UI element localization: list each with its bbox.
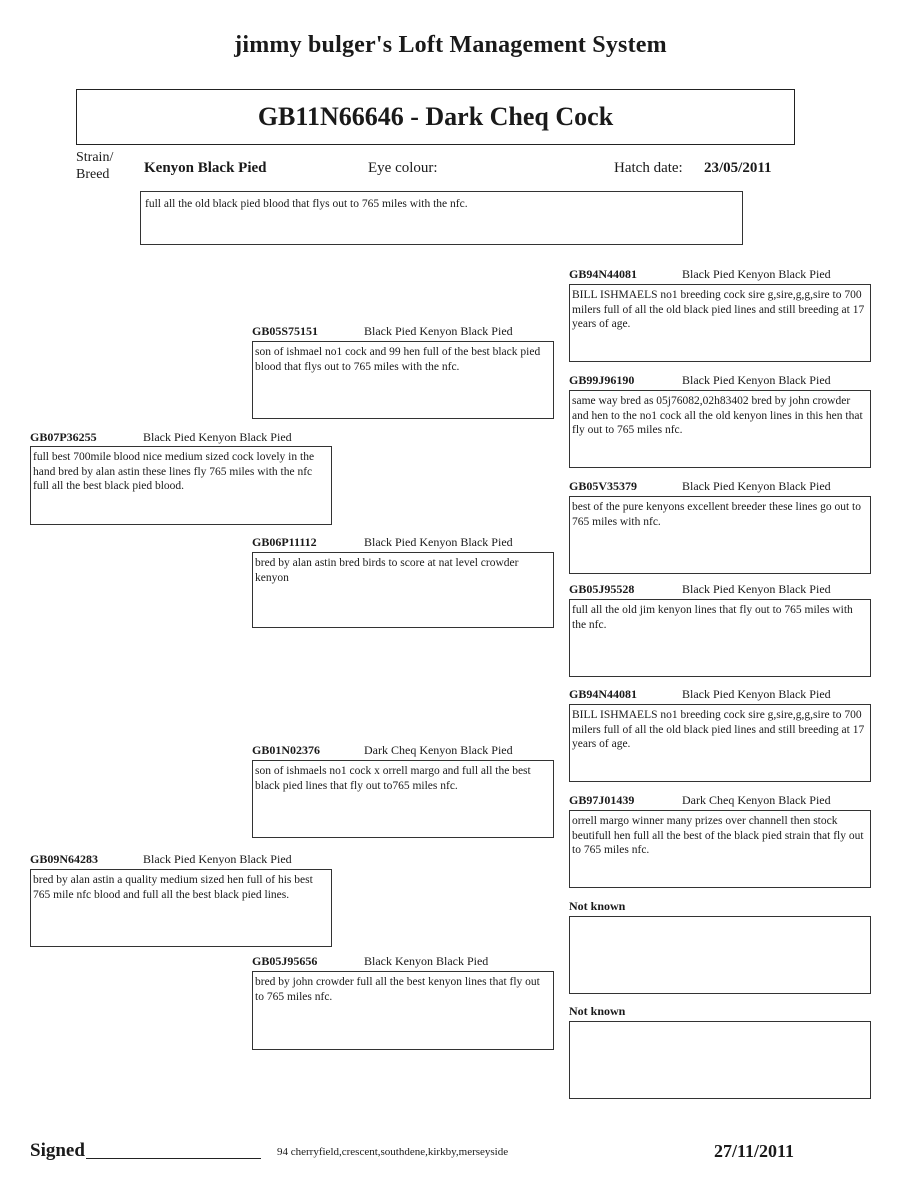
strain-value: Kenyon Black Pied [144,160,267,176]
sire-sire-notes: son of ishmael no1 cock and 99 hen full of the best black pied blood that flys out to 765 miles with the nfc. [252,341,554,419]
signature-line [86,1158,261,1159]
hatch-date-label: Hatch date: [614,160,683,176]
strain-label: Strain/ Breed [76,150,114,182]
signed-label: Signed [30,1140,85,1161]
sire-dam-ring: GB06P11112 [252,535,317,549]
ggp-6-ring: GB97J01439 [569,793,635,807]
bird-title: GB11N66646 - Dark Cheq Cock [257,102,614,131]
bird-description: full all the old black pied blood that flys out to 765 miles with the nfc. [140,191,743,245]
ggp-7-ring: Not known [569,899,626,913]
ggp-1-strain: Black Pied Kenyon Black Pied [682,267,831,281]
system-title: jimmy bulger's Loft Management System [234,32,667,58]
ggp-3-ring: GB05V35379 [569,479,638,493]
ggp-1-ring: GB94N44081 [569,267,638,281]
ggp-3-strain: Black Pied Kenyon Black Pied [682,479,831,493]
ggp-5-strain: Black Pied Kenyon Black Pied [682,687,831,701]
sire-ring: GB07P36255 [30,430,97,444]
ggp-2-notes: same way bred as 05j76082,02h83402 bred by john crowder and hen to the no1 cock all the old kenyon lines in this hen that fly out to 765 miles nfc. [569,390,871,468]
eye-colour-label: Eye colour: [368,160,438,176]
dam-notes: bred by alan astin a quality medium sized hen full of his best 765 mile nfc blood and full all the best black pied lines. [30,869,332,947]
ggp-3-notes: best of the pure kenyons excellent breeder these lines go out to 765 miles with nfc. [569,496,871,574]
dam-ring: GB09N64283 [30,852,99,866]
ggp-5-notes: BILL ISHMAELS no1 breeding cock sire g,sire,g,g,sire to 700 milers full of all the old black pied lines and still breeding at 17 years of age. [569,704,871,782]
ggp-8-ring: Not known [569,1004,626,1018]
ggp-2-strain: Black Pied Kenyon Black Pied [682,373,831,387]
hatch-date-value: 23/05/2011 [704,160,772,176]
ggp-1-notes: BILL ISHMAELS no1 breeding cock sire g,sire,g,g,sire to 700 milers full of all the old black pied lines and still breeding at 17 years of age. [569,284,871,362]
ggp-6-strain: Dark Cheq Kenyon Black Pied [682,793,831,807]
dam-strain: Black Pied Kenyon Black Pied [143,852,292,866]
ggp-6-notes: orrell margo winner many prizes over channell then stock beutifull hen full all the best of the black pied strain that fly out to 765 miles nfc. [569,810,871,888]
sire-notes: full best 700mile blood nice medium sized cock lovely in the hand bred by alan astin these lines fly 765 miles with the nfc full all the best black pied blood. [30,446,332,525]
print-date: 27/11/2011 [714,1141,795,1161]
dam-sire-ring: GB01N02376 [252,743,321,757]
sire-sire-strain: Black Pied Kenyon Black Pied [364,324,513,338]
ggp-4-ring: GB05J95528 [569,582,635,596]
dam-dam-strain: Black Kenyon Black Pied [364,954,489,968]
owner-address: 94 cherryfield,crescent,southdene,kirkby,merseyside [277,1146,509,1158]
sire-sire-ring: GB05S75151 [252,324,319,338]
dam-dam-notes: bred by john crowder full all the best kenyon lines that fly out to 765 miles nfc. [252,971,554,1050]
ggp-8-notes [569,1021,871,1099]
bird-title-box [76,89,795,145]
sire-dam-notes: bred by alan astin bred birds to score at nat level crowder kenyon [252,552,554,628]
dam-sire-strain: Dark Cheq Kenyon Black Pied [364,743,513,757]
sire-dam-strain: Black Pied Kenyon Black Pied [364,535,513,549]
ggp-5-ring: GB94N44081 [569,687,638,701]
dam-sire-notes: son of ishmaels no1 cock x orrell margo and full all the best black pied lines that fly out to765 miles nfc. [252,760,554,838]
sire-strain: Black Pied Kenyon Black Pied [143,430,292,444]
dam-dam-ring: GB05J95656 [252,954,318,968]
ggp-4-notes: full all the old jim kenyon lines that fly out to 765 miles with the nfc. [569,599,871,677]
ggp-7-notes [569,916,871,994]
ggp-4-strain: Black Pied Kenyon Black Pied [682,582,831,596]
ggp-2-ring: GB99J96190 [569,373,635,387]
